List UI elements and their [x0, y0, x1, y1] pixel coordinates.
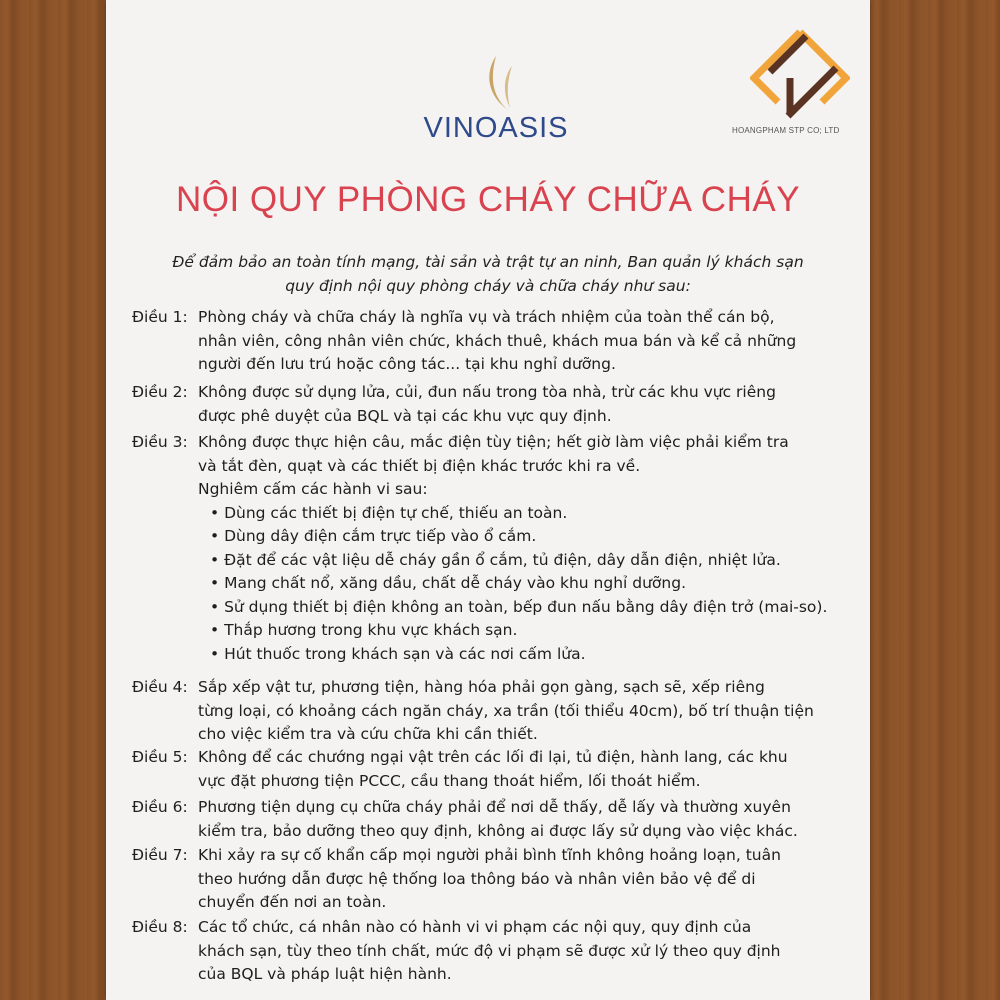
article-line: Sắp xếp vật tư, phương tiện, hàng hóa phải gọn gàng, sạch sẽ, xếp riêng: [198, 678, 765, 696]
article-label: Điều 4:: [132, 678, 188, 696]
article-1: [132, 306, 862, 377]
article-label: Điều 6:: [132, 798, 188, 816]
article-line: theo hướng dẫn được hệ thống loa thông báo và nhân viên bảo vệ để di: [198, 869, 756, 888]
article-line: Phòng cháy và chữa cháy là nghĩa vụ và trách nhiệm của toàn thể cán bộ,: [198, 308, 775, 326]
bullet-item: • Hút thuốc trong khách sạn và các nơi cấm lửa.: [210, 644, 586, 663]
article-7: [132, 844, 862, 915]
article-line: người đến lưu trú hoặc công tác... tại khu nghỉ dưỡng.: [198, 355, 616, 373]
article-line: Phương tiện dụng cụ chữa cháy phải để nơi dễ thấy, dễ lấy và thường xuyên: [198, 798, 791, 816]
bullet-item: • Mang chất nổ, xăng dầu, chất dễ cháy vào khu nghỉ dưỡng.: [210, 574, 686, 592]
article-label: Điều 7:: [132, 846, 188, 864]
bullet-item: • Sử dụng thiết bị điện không an toàn, bếp đun nấu bằng dây điện trở (mai-so).: [210, 597, 828, 616]
article-line: Các tổ chức, cá nhân nào có hành vi vi phạm các nội quy, quy định của: [198, 918, 752, 936]
article-line: Nghiêm cấm các hành vi sau:: [198, 480, 428, 498]
bullet-item: • Thắp hương trong khu vực khách sạn.: [210, 621, 518, 639]
article-label: Điều 2:: [132, 383, 188, 401]
article-line: và tắt đèn, quạt và các thiết bị điện khác trước khi ra về.: [198, 456, 641, 475]
article-label: Điều 8:: [132, 918, 188, 936]
intro-line: Để đảm bảo an toàn tính mạng, tài sản và trật tự an ninh, Ban quản lý khách sạn: [172, 253, 804, 271]
article-line: từng loại, có khoảng cách ngăn cháy, xa trần (tối thiểu 40cm), bố trí thuận tiện: [198, 701, 814, 720]
bullet-item: • Dùng các thiết bị điện tự chế, thiếu an toàn.: [210, 503, 568, 522]
article-line: của BQL và pháp luật hiện hành.: [198, 965, 452, 983]
bullet-item: • Dùng dây điện cắm trực tiếp vào ổ cắm.: [210, 527, 537, 545]
article-line: chuyển đến nơi an toàn.: [198, 893, 387, 911]
company-name: HOANGPHAM STP CO; LTD: [732, 126, 840, 135]
rules-board: [106, 0, 870, 1000]
article-label: Điều 1:: [132, 308, 188, 326]
article-2: [132, 381, 862, 428]
bullet-item: • Đặt để các vật liệu dễ cháy gần ổ cắm, tủ điện, dây dẫn điện, nhiệt lửa.: [210, 550, 781, 569]
article-6: [132, 796, 862, 843]
article-line: Không để các chướng ngại vật trên các lối đi lại, tủ điện, hành lang, các khu: [198, 748, 788, 766]
article-line: được phê duyệt của BQL và tại các khu vực quy định.: [198, 406, 612, 425]
article-5: [132, 746, 862, 793]
article-line: cho việc kiểm tra và cứu chữa khi cần thiết.: [198, 725, 538, 743]
intro-line: quy định nội quy phòng cháy và chữa cháy như sau:: [285, 277, 691, 295]
article-8: [132, 916, 862, 987]
company-logo-icon: [750, 28, 850, 128]
brand-name: VINOASIS: [423, 112, 569, 144]
vinoasis-logo-icon: [466, 52, 526, 114]
article-line: vực đặt phương tiện PCCC, cầu thang thoát hiểm, lối thoát hiểm.: [198, 771, 701, 790]
article-line: nhân viên, công nhân viên chức, khách thuê, khách mua bán và kể cả những: [198, 331, 797, 350]
article-4: [132, 676, 862, 747]
article-line: kiểm tra, bảo dưỡng theo quy định, không ai được lấy sử dụng vào việc khác.: [198, 821, 798, 840]
article-label: Điều 5:: [132, 748, 188, 766]
article-label: Điều 3:: [132, 433, 188, 451]
article-line: khách sạn, tùy theo tính chất, mức độ vi phạm sẽ được xử lý theo quy định: [198, 941, 781, 960]
intro-paragraph: [136, 250, 840, 298]
article-3: [132, 431, 862, 666]
article-line: Không được sử dụng lửa, củi, đun nấu trong tòa nhà, trừ các khu vực riêng: [198, 383, 776, 401]
article-line: Khi xảy ra sự cố khẩn cấp mọi người phải bình tĩnh không hoảng loạn, tuân: [198, 846, 781, 864]
page-title: NỘI QUY PHÒNG CHÁY CHỮA CHÁY: [175, 180, 801, 219]
article-line: Không được thực hiện câu, mắc điện tùy tiện; hết giờ làm việc phải kiểm tra: [198, 433, 789, 451]
